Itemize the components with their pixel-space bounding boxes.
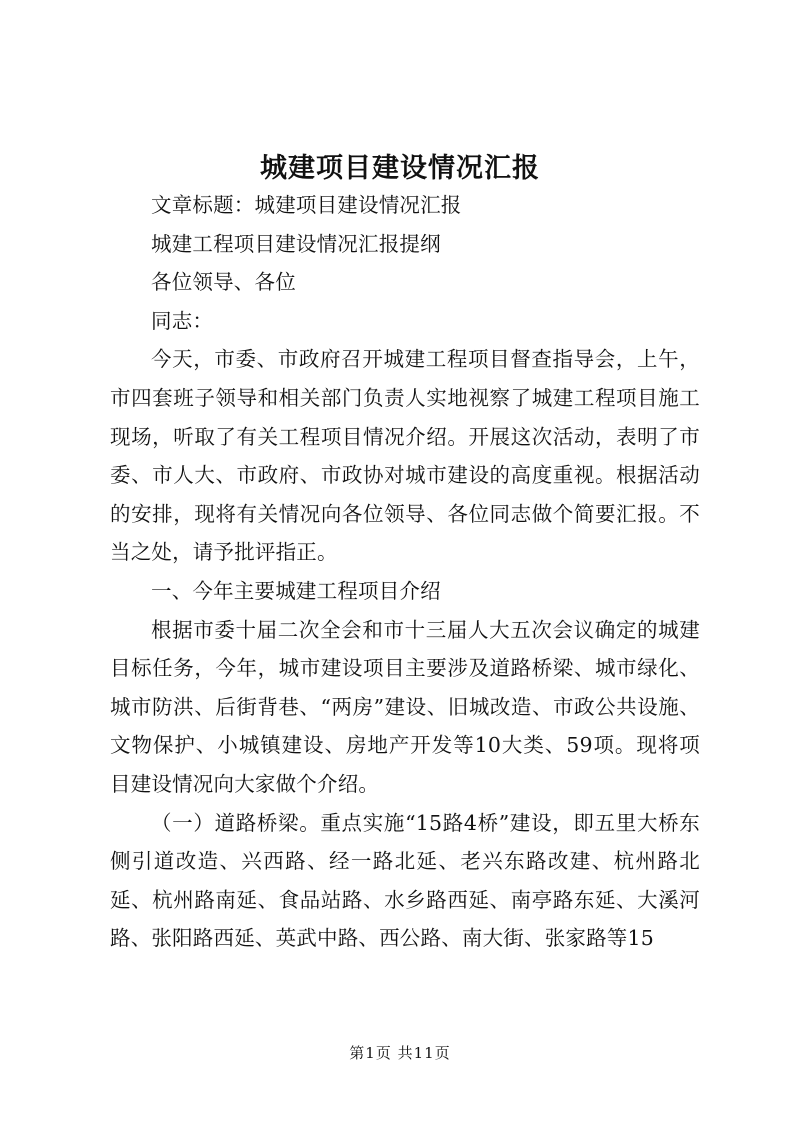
document-body — [110, 186, 700, 958]
paragraph-salutation-2: 同志： — [151, 308, 214, 333]
paragraph-intro: 今天，市委、市政府召开城建工程项目督查指导会，上午，市四套班子领导和相关部门负责人实地视察了城建工程项目施工现场，听取了有关工程项目情况介绍。开展这次活动，表明了市委、市人大、市政府、市政协对城市建设的高度重视。根据活动的安排，现将有关情况向各位领导、各位同志做个简要汇报。不当之处，请予批评指正。 — [110, 347, 700, 565]
paragraph-roads-bridges: （一）道路桥梁。重点实施“15路4桥”建设，即五里大桥东侧引道改造、兴西路、经一路北延、老兴东路改建、杭州路北延、杭州路南延、食品站路、水乡路西延、南亭路东延、大溪河路、张阳路西延、英武中路、西公路、南大街、张家路等15 — [110, 810, 700, 951]
paragraph-overview: 根据市委十届二次全会和市十三届人大五次会议确定的城建目标任务，今年，城市建设项目主要涉及道路桥梁、城市绿化、城市防洪、后街背巷、“两房”建设、旧城改造、市政公共设施、文物保护、小城镇建设、房地产开发等10大类、59项。现将项目建设情况向大家做个介绍。 — [110, 617, 700, 796]
section-heading-1: 一、今年主要城建工程项目介绍 — [151, 578, 441, 603]
paragraph-salutation-1: 各位领导、各位 — [151, 270, 296, 295]
paragraph-article-title: 文章标题：城建项目建设情况汇报 — [151, 193, 462, 217]
page-footer: 第1页 共11页 — [349, 1044, 451, 1062]
document-title: 城建项目建设情况汇报 — [260, 153, 540, 184]
paragraph-outline-title: 城建工程项目建设情况汇报提纲 — [151, 231, 441, 256]
